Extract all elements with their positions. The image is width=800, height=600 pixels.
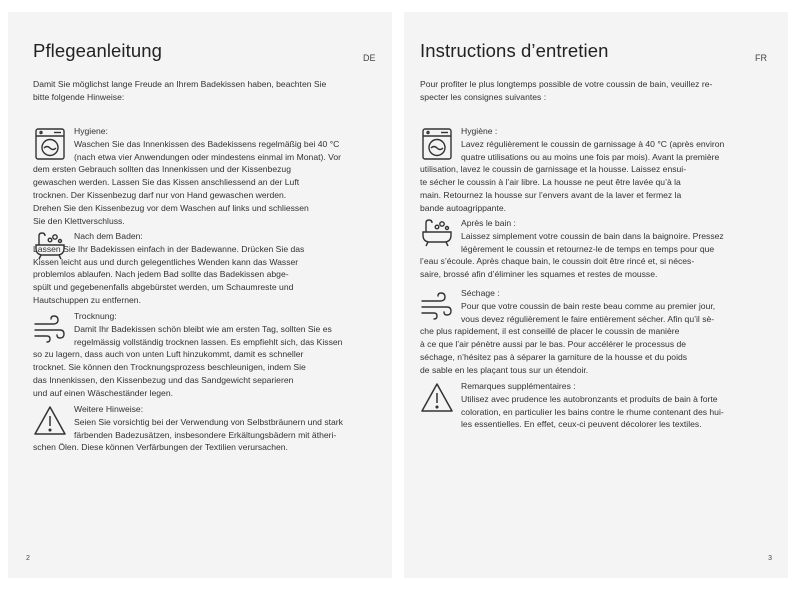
intro-text: Damit Sie möglichst lange Freude an Ihrem Badekissen haben, beachten Sie bitte folgende Hinweise: bbox=[33, 79, 327, 102]
page-title: Pflegeanleitung bbox=[33, 40, 163, 61]
page-number: 3 bbox=[768, 555, 772, 562]
page-title: Instructions d’entretien bbox=[420, 40, 609, 61]
section-heading: Après le bain : bbox=[461, 218, 516, 228]
section-after-bath: Nach dem Baden: Lassen Sie Ihr Badekissen einfach in der Badewanne. Drücken Sie das Kissen leicht aus und durch gelegentliches Wenden kann das Wasser problemlos ablaufen. Nach jedem Bad sollte das Badekissen abge- spült und gegebenenfalls abgebürstet werden, um Schaumreste und Hautschuppen zu entfernen. bbox=[33, 230, 378, 307]
section-heading: Weitere Hinweise: bbox=[74, 404, 144, 414]
language-code: DE bbox=[363, 53, 376, 63]
section-heading: Remarques supplémentaires : bbox=[461, 381, 576, 391]
section-heading: Hygiène : bbox=[461, 126, 498, 136]
intro-text: Pour profiter le plus longtemps possible de votre coussin de bain, veuillez re- specter les consignes suivantes : bbox=[420, 79, 713, 102]
section-hygiene: Hygiene: Waschen Sie das Innenkissen des Badekissens regelmäßig bei 40 °C (nach etwa vier Anwendungen oder mindestens einmal im Monat). Vor dem ersten Gebrauch sollten das Innenkissen und der Kissenbezug gewaschen werden. Lassen Sie das Kissen anschliessend an der Luft trocknen. Der Kissenbezug darf nur von Hand gewaschen werden. Drehen Sie den Kissenbezug vor dem Waschen auf links und schliessen Sie den Klettverschluss. bbox=[33, 125, 378, 227]
washing-machine-icon bbox=[420, 127, 454, 161]
section-further-notes: Weitere Hinweise: Seien Sie vorsichtig bei der Verwendung von Selbstbräunern und stark färbenden Badezusätzen, insbesondere Erkältungsbädern mit ätheri- schen Ölen. Diese können Verfärbungen der Textilien verursachen. bbox=[33, 403, 378, 454]
page-right bbox=[404, 12, 788, 578]
wind-icon bbox=[33, 312, 67, 346]
section-hygiene: Hygiène : Lavez régulièrement le coussin de garnissage à 40 °C (après environ quatre utilisations ou au moins une fois par mois). Avant la première utilisation, lavez le coussin de garnissage et la housse. Laissez ensui- te sécher le coussin à l’air libre. La housse ne peut être lavée qu’à la main. Retournez la housse sur l’envers avant de la laver et fermez la bande autoagrippante. bbox=[420, 125, 765, 215]
bathtub-icon bbox=[420, 215, 454, 249]
section-after-bath: Après le bain : Laissez simplement votre coussin de bain dans la baignoire. Pressez légèrement le coussin et retournez-le de temps en temps pour que l’eau s’écoule. Après chaque bain, le coussin doit être rincé et, si néces- saire, brossé afin d’éliminer les squames et restes de mousse. bbox=[420, 217, 765, 281]
language-code: FR bbox=[755, 53, 767, 63]
section-heading: Trocknung: bbox=[74, 311, 117, 321]
wind-icon bbox=[420, 289, 454, 323]
section-heading: Hygiene: bbox=[74, 126, 108, 136]
section-further-notes: Remarques supplémentaires : Utilisez avec prudence les autobronzants et produits de bain à forte coloration, en particulier les bains contre le rhume contenant des hui- les essentielles. En effet, ceux-ci peuvent décolorer les textiles. bbox=[420, 380, 765, 431]
warning-icon bbox=[420, 381, 454, 415]
section-drying: Séchage : Pour que votre coussin de bain reste beau comme au premier jour, vous devez régulièrement le faire entièrement sécher. Afin qu’il sè- che plus rapidement, il est conseillé de placer le coussin de manière à ce que l’air pénètre aussi par le bas. Pour accélérer le processus de séchage, n’hésitez pas à séparer la garniture de la housse et du poids de sable en les plaçant tous sur un étendoir. bbox=[420, 287, 765, 377]
bathtub-icon bbox=[33, 228, 67, 262]
section-heading: Nach dem Baden: bbox=[74, 231, 143, 241]
warning-icon bbox=[33, 404, 67, 438]
page-number: 2 bbox=[26, 555, 30, 562]
washing-machine-icon bbox=[33, 127, 67, 161]
page-left bbox=[8, 12, 392, 578]
section-heading: Séchage : bbox=[461, 288, 500, 298]
section-drying: Trocknung: Damit Ihr Badekissen schön bleibt wie am ersten Tag, sollten Sie es regelmässig vollständig trocknen lassen. Es empfiehlt sich, das Kissen so zu lagern, dass auch von unten Luft hinzukommt, damit es schneller trocknet. Sie können den Trocknungsprozess beschleunigen, indem Sie das Innenkissen, den Kissenbezug und das Sandgewicht separieren und auf einen Wäscheständer legen. bbox=[33, 310, 378, 400]
